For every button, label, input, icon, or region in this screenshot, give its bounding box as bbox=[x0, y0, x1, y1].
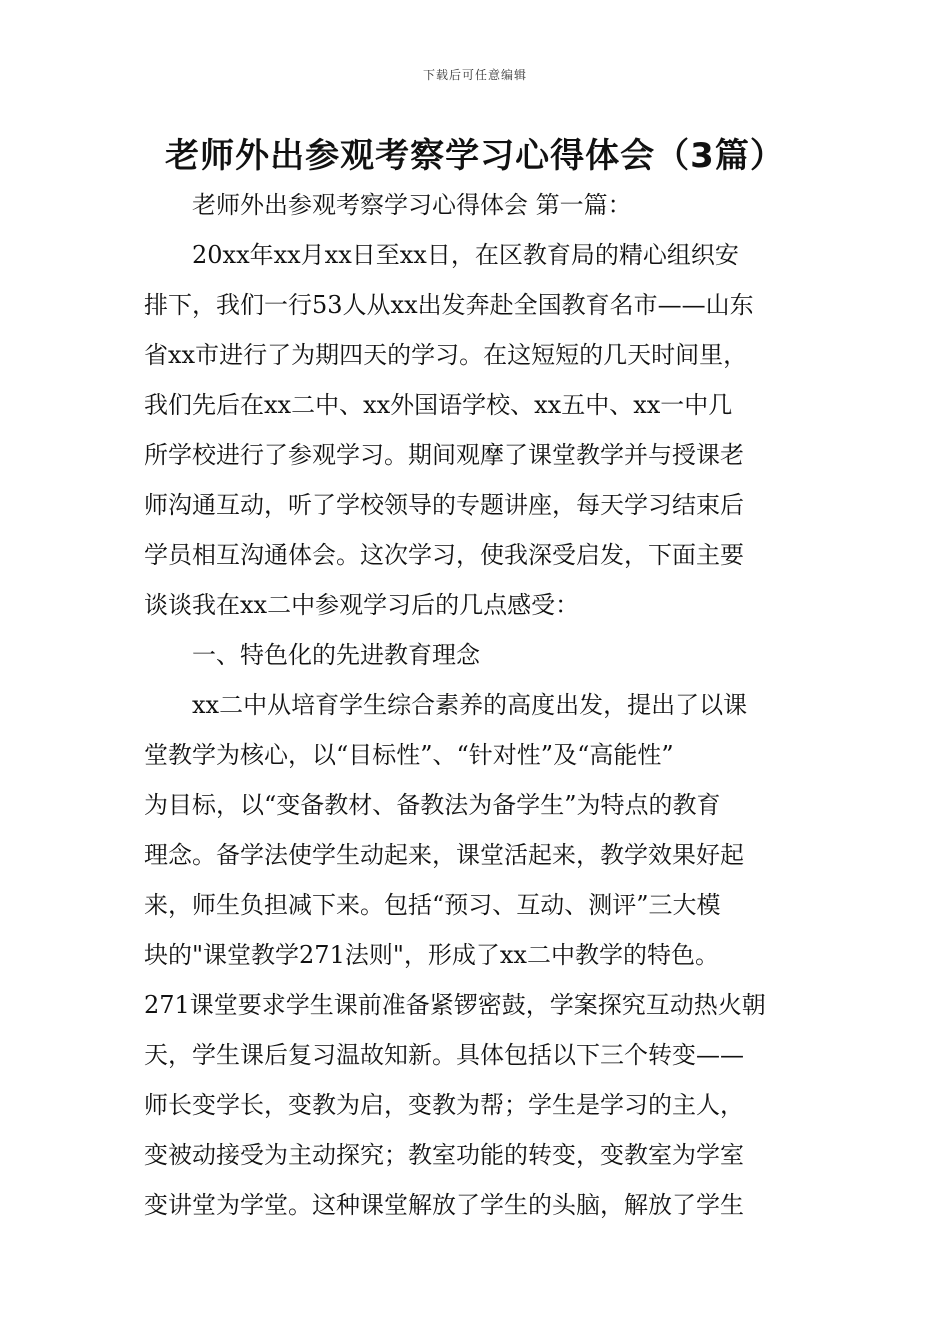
paragraph-line: 为目标，以“变备教材、备教法为备学生”为特点的教育 bbox=[144, 791, 721, 819]
paragraph-line: 师沟通互动，听了学校领导的专题讲座，每天学习结束后 bbox=[144, 491, 744, 519]
paragraph-line: 堂教学为核心，以“目标性”、“针对性”及“高能性” bbox=[144, 741, 674, 769]
header-note: 下载后可任意编辑 bbox=[422, 68, 527, 82]
paragraph-line: 老师外出参观考察学习心得体会 第一篇： bbox=[192, 191, 632, 219]
document-body bbox=[144, 180, 812, 1230]
paragraph-line: 所学校进行了参观学习。期间观摩了课堂教学并与授课老 bbox=[144, 441, 744, 469]
paragraph-line: 20xx年xx月xx日至xx日，在区教育局的精心组织安 bbox=[192, 241, 739, 269]
paragraph-line: 学员相互沟通体会。这次学习，使我深受启发，下面主要 bbox=[144, 541, 744, 569]
paragraph-line: 块的"课堂教学271法则"，形成了xx二中教学的特色。 bbox=[144, 941, 719, 969]
paragraph-line: 省xx市进行了为期四天的学习。在这短短的几天时间里， bbox=[144, 341, 748, 369]
paragraph-line: 天，学生课后复习温故知新。具体包括以下三个转变—— bbox=[144, 1041, 744, 1069]
paragraph-line: 变讲堂为学堂。这种课堂解放了学生的头脑，解放了学生 bbox=[144, 1191, 744, 1219]
section-heading: 一、特色化的先进教育理念 bbox=[192, 641, 480, 669]
paragraph-line: 理念。备学法使学生动起来，课堂活起来，教学效果好起 bbox=[144, 841, 744, 869]
document-title: 老师外出参观考察学习心得体会（3篇） bbox=[165, 136, 785, 176]
paragraph-line: xx二中从培育学生综合素养的高度出发，提出了以课 bbox=[192, 691, 748, 719]
paragraph-line: 师长变学长，变教为启，变教为帮；学生是学习的主人， bbox=[144, 1091, 744, 1119]
paragraph-line: 变被动接受为主动探究；教室功能的转变，变教室为学室 bbox=[144, 1141, 744, 1169]
paragraph-line: 排下，我们一行53人从xx出发奔赴全国教育名市——山东 bbox=[144, 291, 754, 319]
paragraph-line: 我们先后在xx二中、xx外国语学校、xx五中、xx一中几 bbox=[144, 391, 733, 419]
paragraph-line: 谈谈我在xx二中参观学习后的几点感受： bbox=[144, 591, 580, 619]
paragraph-line: 来，师生负担减下来。包括“预习、互动、测评”三大模 bbox=[144, 891, 721, 919]
paragraph-line: 271课堂要求学生课前准备紧锣密鼓，学案探究互动热火朝 bbox=[144, 991, 766, 1019]
